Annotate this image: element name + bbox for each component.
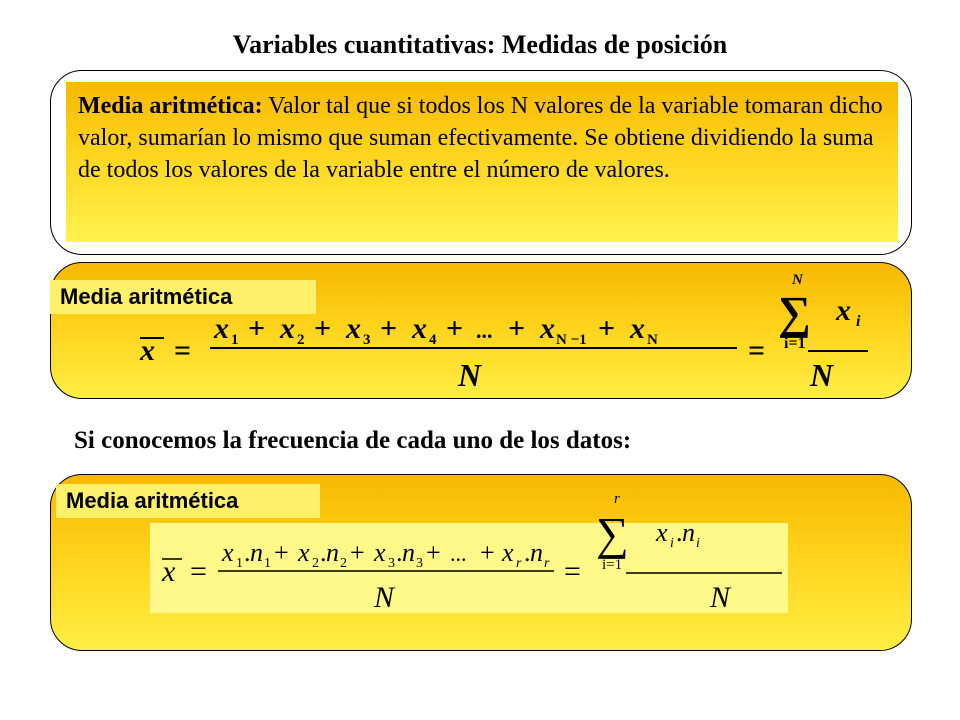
svg-text:1: 1 — [236, 556, 243, 571]
svg-text:i: i — [856, 313, 861, 330]
definition-term: Media aritmética: — [78, 93, 263, 119]
svg-text:.: . — [396, 538, 403, 567]
svg-text:i: i — [670, 536, 674, 551]
formula1-label: Media aritmética — [50, 280, 316, 314]
svg-text:x: x — [298, 538, 310, 567]
svg-text:x: x — [222, 538, 234, 567]
svg-text:2: 2 — [340, 556, 347, 571]
svg-text:N: N — [647, 332, 658, 348]
svg-text:x: x — [346, 312, 361, 345]
svg-text:i: i — [696, 536, 700, 551]
definition-panel — [66, 82, 898, 242]
svg-text:2: 2 — [297, 332, 305, 348]
xbar-symbol: x — [140, 334, 155, 367]
svg-text:N: N — [710, 581, 731, 614]
svg-text:.: . — [244, 538, 251, 567]
svg-text:.: . — [676, 518, 683, 547]
svg-text:1: 1 — [264, 556, 271, 571]
svg-text:r: r — [614, 491, 620, 507]
svg-text:+: + — [480, 538, 495, 567]
svg-text:n: n — [682, 518, 695, 547]
svg-text:4: 4 — [429, 332, 437, 348]
formula2-svg — [150, 477, 790, 617]
svg-text:...: ... — [450, 541, 467, 566]
svg-text:i=1: i=1 — [602, 557, 623, 573]
svg-text:x: x — [280, 312, 295, 345]
svg-text:n: n — [530, 538, 543, 567]
svg-text:x: x — [656, 518, 668, 547]
svg-text:∑: ∑ — [778, 287, 811, 338]
svg-text:=: = — [564, 555, 581, 588]
svg-text:+: + — [508, 312, 526, 345]
svg-text:3: 3 — [388, 556, 395, 571]
svg-text:∑: ∑ — [596, 508, 629, 559]
slide-title: Variables cuantitativas: Medidas de posición — [232, 30, 728, 59]
formula1 — [130, 268, 880, 396]
svg-text:=: = — [190, 555, 207, 588]
formula2 — [150, 477, 790, 617]
svg-text:.: . — [320, 538, 327, 567]
svg-text:1: 1 — [231, 332, 239, 348]
svg-text:n: n — [326, 538, 339, 567]
svg-text:2: 2 — [312, 556, 319, 571]
svg-text:=: = — [748, 334, 766, 367]
svg-text:x: x — [374, 538, 386, 567]
svg-text:x: x — [214, 312, 229, 345]
svg-text:N: N — [810, 357, 834, 393]
svg-text:+: + — [446, 312, 464, 345]
frequency-subtitle: Si conocemos la frecuencia de cada uno de los datos: — [74, 427, 632, 454]
svg-text:x: x — [836, 294, 851, 327]
svg-text:3: 3 — [363, 332, 371, 348]
svg-text:r: r — [516, 556, 522, 571]
svg-text:N −1: N −1 — [556, 332, 587, 348]
svg-text:n: n — [250, 538, 263, 567]
svg-text:.: . — [524, 538, 531, 567]
svg-text:N: N — [374, 581, 395, 614]
svg-text:x: x — [412, 312, 427, 345]
svg-text:+: + — [248, 312, 266, 345]
svg-text:n: n — [402, 538, 415, 567]
svg-text:+: + — [598, 312, 616, 345]
svg-text:+: + — [274, 538, 289, 567]
svg-text:x: x — [502, 538, 514, 567]
svg-text:x: x — [540, 312, 555, 345]
svg-text:+: + — [426, 538, 441, 567]
svg-text:x: x — [630, 312, 645, 345]
formula2-label: Media aritmética — [56, 484, 320, 518]
formula1-svg — [130, 268, 880, 396]
svg-text:+: + — [380, 312, 398, 345]
svg-text:+: + — [350, 538, 365, 567]
svg-text:x: x — [162, 555, 176, 588]
svg-text:r: r — [544, 556, 550, 571]
svg-text:...: ... — [476, 318, 493, 343]
svg-text:3: 3 — [416, 556, 423, 571]
svg-text:=: = — [174, 334, 192, 367]
formula1-denominator: N — [458, 357, 482, 393]
svg-text:+: + — [314, 312, 332, 345]
svg-text:i=1: i=1 — [784, 335, 806, 352]
definition-text: Valor tal que si todos los N valores de la variable tomaran dicho valor, sumarían lo mismo que suman efectivamente. Se obtiene dividiendo la suma de todos los valores de la variable entre el número de valores. — [78, 93, 883, 183]
svg-text:N: N — [792, 272, 803, 288]
